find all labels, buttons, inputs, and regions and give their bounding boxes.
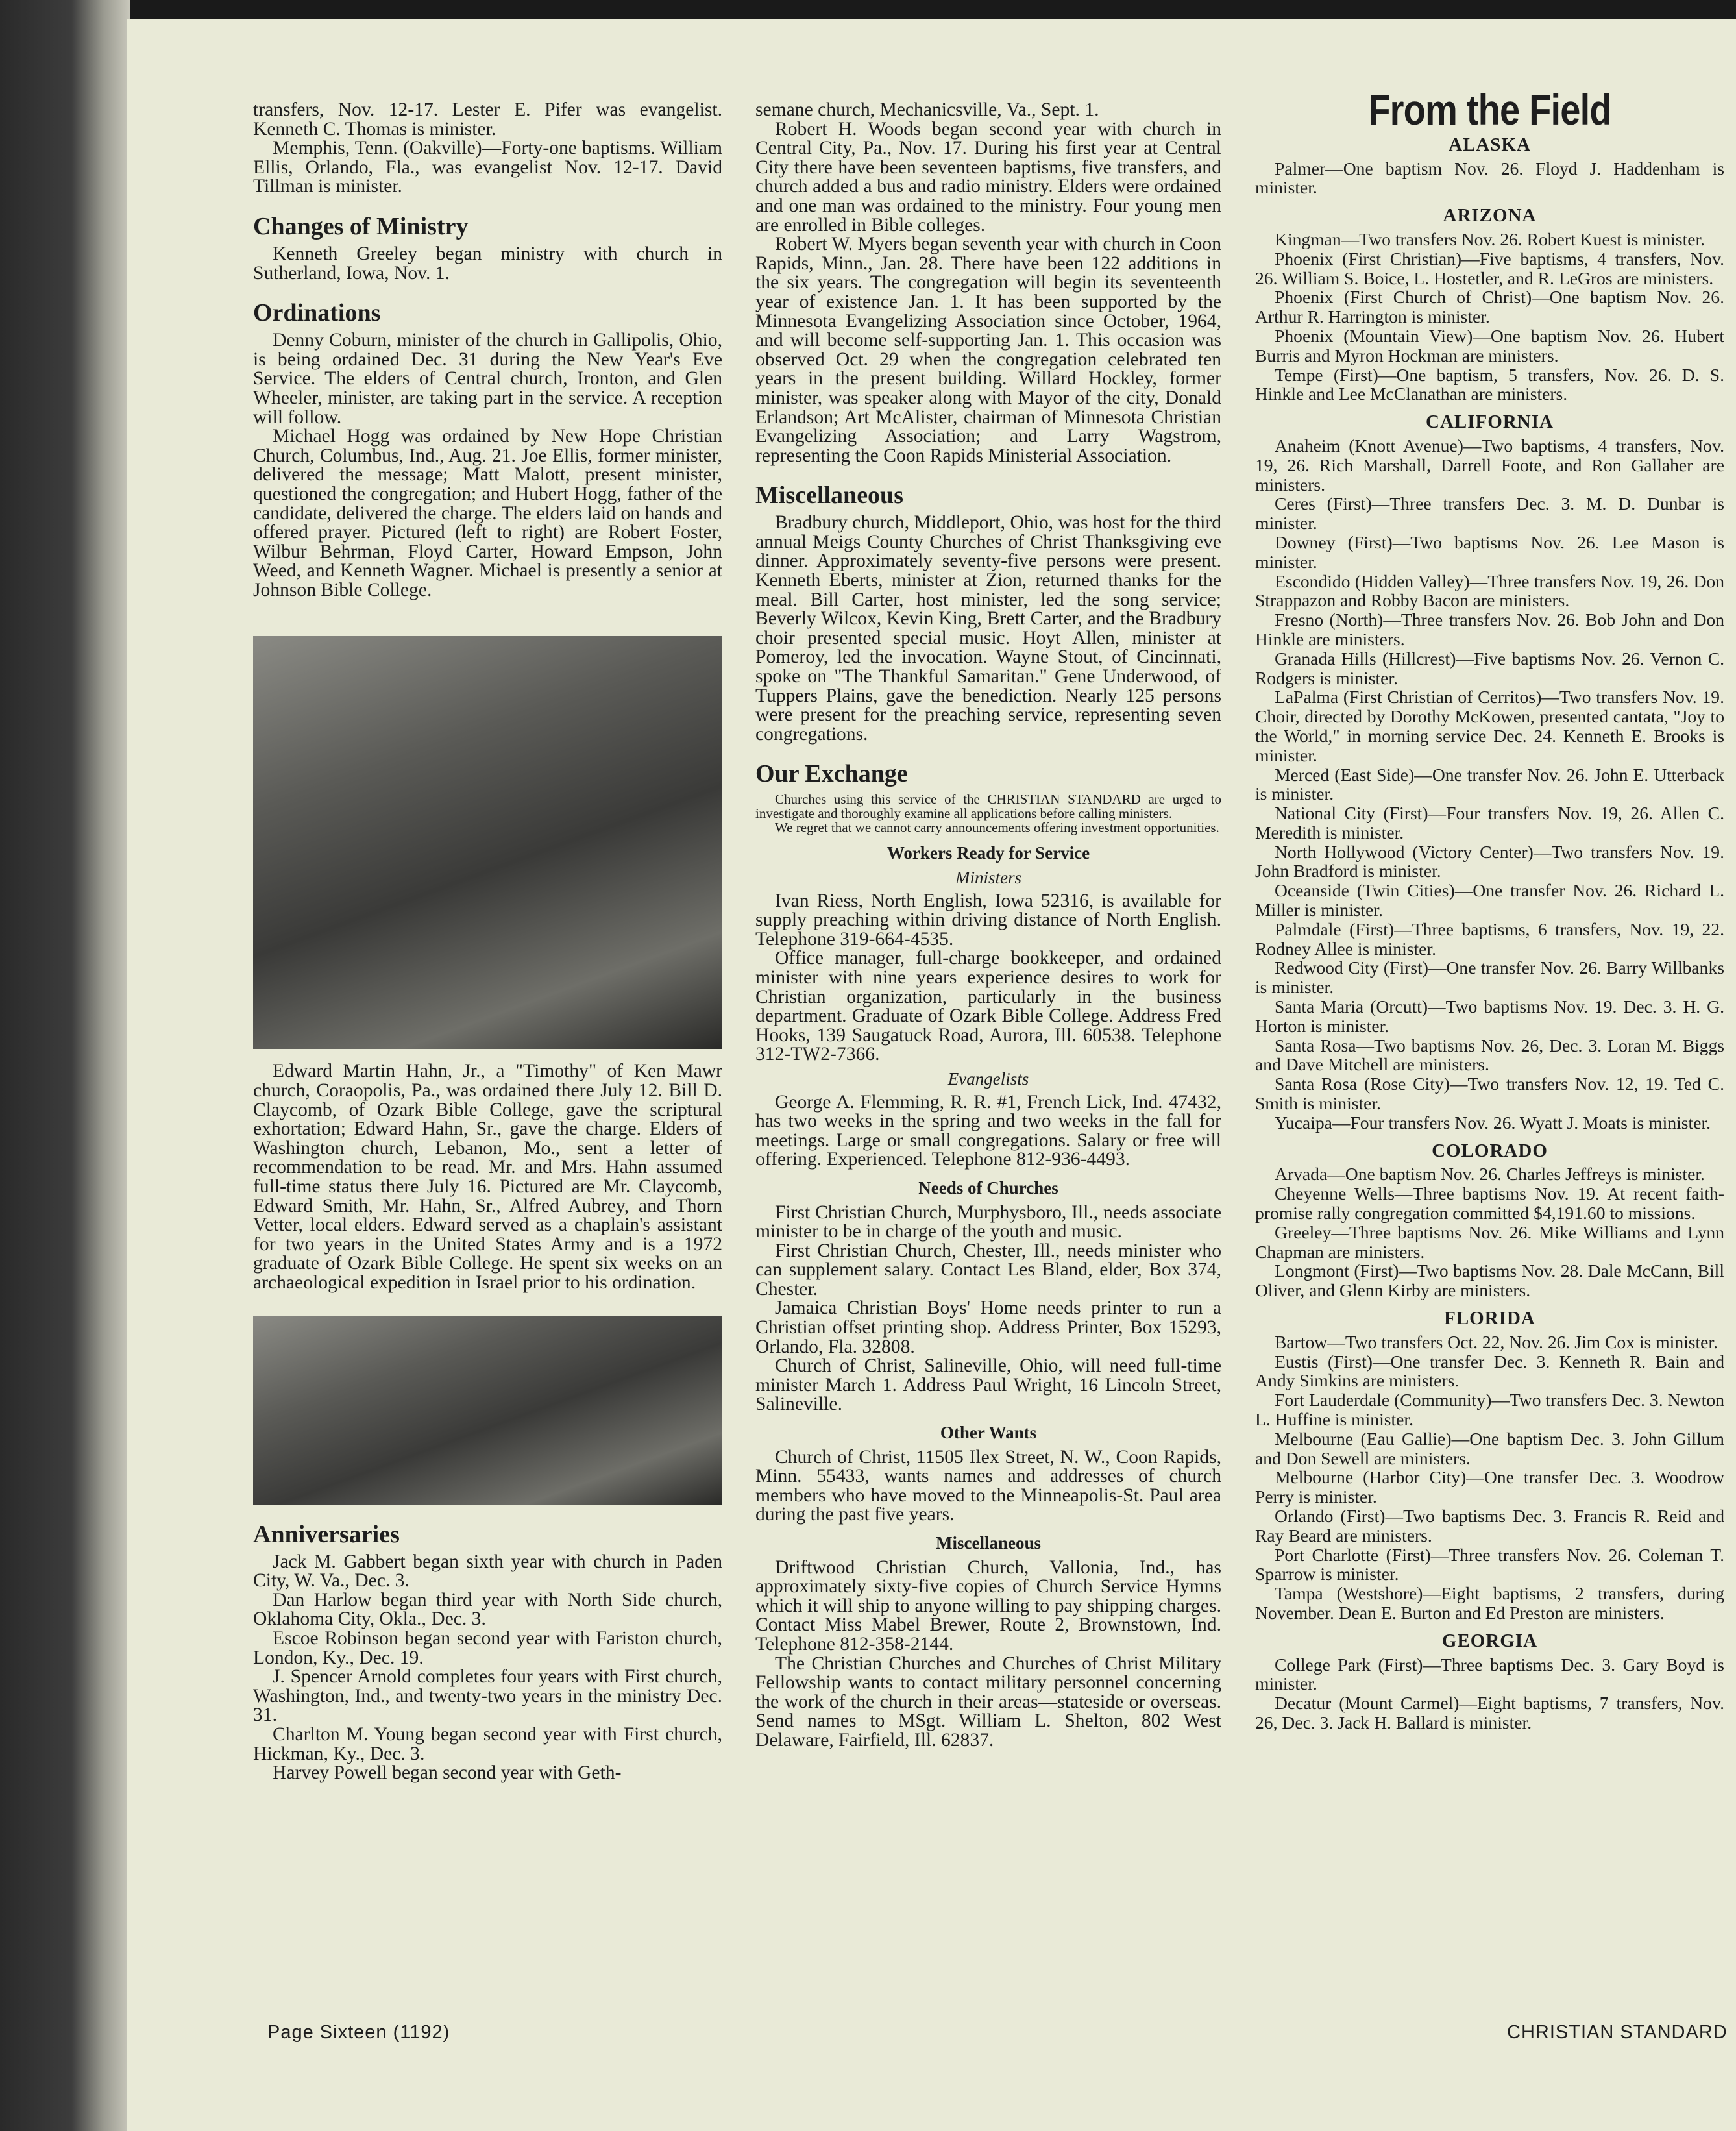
- report-entry: Phoenix (First Church of Christ)—One baptism Nov. 26. Arthur R. Harrington is minister.: [1255, 287, 1724, 327]
- report-entry: Anaheim (Knott Avenue)—Two baptisms, 4 transfers, Nov. 19, 26. Rich Marshall, Darrell Foote, and Ron Gallaher are ministers.: [1255, 435, 1724, 495]
- report-entry: Phoenix (Mountain View)—One baptism Nov. 26. Hubert Burris and Myron Hockman are ministers.: [1255, 325, 1724, 365]
- book-binding-edge: [0, 0, 130, 2131]
- paragraph: Jack M. Gabbert began sixth year with church in Paden City, W. Va., Dec. 3.: [253, 1551, 722, 1592]
- paragraph: Jamaica Christian Boys' Home needs printer to run a Christian offset printing shop. Address Printer, Box 15293, Orlando, Fla. 32808.: [755, 1298, 1221, 1357]
- report-entry: Orlando (First)—Two baptisms Dec. 3. Francis R. Reid and Ray Beard are ministers.: [1255, 1505, 1724, 1546]
- paragraph: Office manager, full-charge bookkeeper, and ordained minister with nine years experience desires to work for Christian organization, particularly in the business department. Graduate of Ozark Bible College. Address Fred Hooks, 139 Saugatuck Road, Aurora, Ill. 60538. Telephone 312-TW2-7366.: [755, 948, 1221, 1065]
- exchange-note: We regret that we cannot carry announcements offering investment opportunities.: [775, 820, 1219, 836]
- paragraph: Charlton M. Young began second year with First church, Hickman, Ky., Dec. 3.: [253, 1723, 722, 1764]
- subheading-miscellaneous: Miscellaneous: [936, 1533, 1041, 1553]
- section-heading-ordinations: Ordinations: [253, 299, 381, 327]
- state-heading-alaska: ALASKA: [1449, 134, 1531, 155]
- section-title-from-the-field: From the Field: [1368, 86, 1611, 134]
- report-entry: Fresno (North)—Three transfers Nov. 26. Bob John and Don Hinkle are ministers.: [1255, 610, 1724, 649]
- paragraph: J. Spencer Arnold completes four years with First church, Washington, Ind., and twenty-two years in the ministry Dec. 31.: [253, 1666, 722, 1726]
- paragraph: transfers, Nov. 12-17. Lester E. Pifer was evangelist. Kenneth C. Thomas is minister.: [253, 99, 722, 140]
- report-entry: Granada Hills (Hillcrest)—Five baptisms Nov. 26. Vernon C. Rodgers is minister.: [1255, 648, 1724, 688]
- report-entry: LaPalma (First Christian of Cerritos)—Two transfers Nov. 19. Choir, directed by Dorothy McKowen, presented cantata, "Joy to the World," in morning service Dec. 24. Kenneth E. Brooks is minister.: [1255, 687, 1724, 765]
- report-entry: Melbourne (Eau Gallie)—One baptism Dec. 3. John Gillum and Don Sewell are ministers.: [1255, 1428, 1724, 1468]
- report-entry: Downey (First)—Two baptisms Nov. 26. Lee Mason is minister.: [1255, 532, 1724, 572]
- report-entry: College Park (First)—Three baptisms Dec. 3. Gary Boyd is minister.: [1255, 1654, 1724, 1694]
- paragraph: First Christian Church, Chester, Ill., needs minister who can supplement salary. Contact Les Bland, elder, Box 374, Chester.: [755, 1240, 1221, 1300]
- subheading-evangelists: Evangelists: [947, 1068, 1029, 1089]
- report-entry: Oceanside (Twin Cities)—One transfer Nov. 26. Richard L. Miller is minister.: [1255, 880, 1724, 920]
- column-right: [1255, 86, 1724, 1732]
- report-entry: Kingman—Two transfers Nov. 26. Robert Kuest is minister.: [1275, 228, 1705, 249]
- report-entry: Escondido (Hidden Valley)—Three transfers Nov. 19, 26. Don Strappazon and Robby Bacon are ministers.: [1255, 571, 1724, 611]
- photo-caption: Edward Martin Hahn, Jr., a "Timothy" of Ken Mawr church, Coraopolis, Pa., was ordained there July 12. Bill D. Claycomb, of Ozark Bible College, gave the scriptural exhortation; Edward Hahn, Sr., gave the charge. Elders of Washington church, Lebanon, Mo., sent a letter of recommendation to be read. Mr. and Mrs. Hahn assumed full-time status there July 16. Pictured are Mr. Claycomb, Edward Smith, Mr. Hahn, Sr., Alfred Aubrey, and Thorn Vetter, local elders. Edward served as a chaplain's assistant for two years in the United States Army and is a 1972 graduate of Ozark Bible College. He spent six weeks on an archaeological expedition in Israel prior to his ordination.: [253, 1061, 722, 1293]
- publication-name: CHRISTIAN STANDARD: [1507, 2022, 1728, 2043]
- report-entry: Santa Rosa—Two baptisms Nov. 26, Dec. 3. Loran M. Biggs and Dave Mitchell are ministers.: [1255, 1035, 1724, 1075]
- paragraph: Escoe Robinson began second year with Fariston church, London, Ky., Dec. 19.: [253, 1627, 722, 1668]
- paragraph: semane church, Mechanicsville, Va., Sept. 1.: [755, 99, 1099, 120]
- report-entry: Arvada—One baptism Nov. 26. Charles Jeffreys is minister.: [1275, 1164, 1705, 1185]
- report-entry: Decatur (Mount Carmel)—Eight baptisms, 7 transfers, Nov. 26, Dec. 3. Jack H. Ballard is minister.: [1255, 1693, 1724, 1732]
- report-entry: Melbourne (Harbor City)—One transfer Dec. 3. Woodrow Perry is minister.: [1255, 1467, 1724, 1507]
- ordination-group-photo: [253, 636, 722, 1049]
- report-entry: Fort Lauderdale (Community)—Two transfers Dec. 3. Newton L. Huffine is minister.: [1255, 1390, 1724, 1429]
- subheading-needs-of-churches: Needs of Churches: [918, 1177, 1058, 1198]
- report-entry: Tampa (Westshore)—Eight baptisms, 2 transfers, during November. Dean E. Burton and Ed Preston are ministers.: [1255, 1583, 1724, 1623]
- paragraph: Driftwood Christian Church, Vallonia, Ind., has approximately sixty-five copies of Church Service Hymns which it will ship to anyone willing to pay shipping charges. Contact Miss Mabel Brewer, Route 2, Brownstown, Ind. Telephone 812-358-2144.: [755, 1557, 1221, 1655]
- section-heading-our-exchange: Our Exchange: [755, 760, 908, 788]
- exchange-note: Churches using this service of the CHRISTIAN STANDARD are urged to investigate and thoroughly examine all applications before calling ministers.: [755, 791, 1221, 822]
- report-entry: Palmdale (First)—Three baptisms, 6 transfers, Nov. 19, 22. Rodney Allee is minister.: [1255, 918, 1724, 959]
- report-entry: Santa Rosa (Rose City)—Two transfers Nov. 12, 19. Ted C. Smith is minister.: [1255, 1074, 1724, 1114]
- report-entry: Bartow—Two transfers Oct. 22, Nov. 26. Jim Cox is minister.: [1275, 1331, 1718, 1352]
- report-entry: Longmont (First)—Two baptisms Nov. 28. Dale McCann, Bill Oliver, and Glenn Kirby are ministers.: [1255, 1261, 1724, 1301]
- state-heading-colorado: COLORADO: [1432, 1140, 1548, 1161]
- report-entry: Greeley—Three baptisms Nov. 26. Mike Williams and Lynn Chapman are ministers.: [1255, 1222, 1724, 1262]
- report-entry: Eustis (First)—One transfer Dec. 3. Kenneth R. Bain and Andy Simkins are ministers.: [1255, 1351, 1724, 1391]
- subheading-other-wants: Other Wants: [940, 1423, 1037, 1443]
- report-entry: Ceres (First)—Three transfers Dec. 3. M. D. Dunbar is minister.: [1255, 493, 1724, 534]
- paragraph: The Christian Churches and Churches of Christ Military Fellowship wants to contact military personnel concerning the work of the church in their areas—stateside or overseas. Send names to MSgt. William L. Shelton, 802 West Delaware, Fairfield, Ill. 62837.: [755, 1653, 1221, 1751]
- page-number: Page Sixteen (1192): [267, 2022, 450, 2043]
- paragraph: Michael Hogg was ordained by New Hope Christian Church, Columbus, Ind., Aug. 21. Joe Ellis, former minister, delivered the message; Matt Malott, present minister, questioned the congregation; and Hubert Hogg, father of the candidate, delivered the charge. The elders laid on hands and offered prayer. Pictured (left to right) are Robert Foster, Wilbur Behrman, Floyd Carter, Howard Empson, John Weed, and Kenneth Wagner. Michael is presently a senior at Johnson Bible College.: [253, 426, 722, 600]
- report-entry: National City (First)—Four transfers Nov. 19, 26. Allen C. Meredith is minister.: [1255, 803, 1724, 843]
- column-left: [253, 101, 722, 1783]
- paragraph: Kenneth Greeley began ministry with church in Sutherland, Iowa, Nov. 1.: [253, 243, 722, 284]
- paragraph: Denny Coburn, minister of the church in Gallipolis, Ohio, is being ordained Dec. 31 during the New Year's Eve Service. The elders of Central church, Ironton, and Glen Wheeler, minister, are taking part in the service. A reception will follow.: [253, 330, 722, 428]
- report-entry: Port Charlotte (First)—Three transfers Nov. 26. Coleman T. Sparrow is minister.: [1255, 1544, 1724, 1584]
- paragraph: George A. Flemming, R. R. #1, French Lick, Ind. 47432, has two weeks in the spring and two weeks in the fall for meetings. Large or small congregations. Salary or free will offering. Experienced. Telephone 812-936-4493.: [755, 1091, 1221, 1170]
- paragraph: Bradbury church, Middleport, Ohio, was host for the third annual Meigs County Churches of Christ Thanksgiving eve dinner. Approximately seventy-five persons were present. Kenneth Eberts, minister at Zion, returned thanks for the meal. Bill Carter, host minister, led the song service; Beverly Wilcox, Kevin King, Brett Carter, and the Bradbury choir presented special music. Hoyt Allen, minister at Pomeroy, led the invocation. Wayne Stout, of Cincinnati, spoke on "The Thankful Samaritan." Gene Underwood, of Tuppers Plains, gave the benediction. Nearly 125 persons were present for the preaching service, representing seven congregations.: [755, 512, 1221, 745]
- report-entry: Tempe (First)—One baptism, 5 transfers, Nov. 26. D. S. Hinkle and Lee McClanathan are ministers.: [1255, 364, 1724, 404]
- report-entry: Merced (East Side)—One transfer Nov. 26. John E. Utterback is minister.: [1255, 764, 1724, 804]
- section-heading-changes-of-ministry: Changes of Ministry: [253, 212, 469, 240]
- paragraph: Harvey Powell began second year with Geth-: [273, 1762, 622, 1784]
- ordination-ceremony-photo: [253, 1316, 722, 1505]
- subheading-ministers: Ministers: [955, 868, 1021, 887]
- paragraph: Robert W. Myers began seventh year with church in Coon Rapids, Minn., Jan. 28. There have been 122 additions in the six years. The congregation will begin its seventeenth year of existence Jan. 1. It has been supported by the Minnesota Evangelizing Association since October, 1964, and will become self-supporting Jan. 1. This occasion was observed Oct. 29 when the congregation celebrated ten years in the present building. Willard Hockley, former minister, was speaker along with Mayor of the city, Donald Erlandson; Art McAlister, chairman of Minnesota Christian Evangelizing Association; and Larry Wagstrom, representing the Coon Rapids Ministerial Association.: [755, 234, 1221, 466]
- state-heading-arizona: ARIZONA: [1443, 205, 1537, 227]
- paragraph: Dan Harlow began third year with North Side church, Oklahoma City, Okla., Dec. 3.: [253, 1589, 722, 1630]
- paragraph: Memphis, Tenn. (Oakville)—Forty-one baptisms. William Ellis, Orlando, Fla., was evangelist Nov. 12-17. David Tillman is minister.: [253, 138, 722, 197]
- report-entry: North Hollywood (Victory Center)—Two transfers Nov. 19. John Bradford is minister.: [1255, 841, 1724, 881]
- column-middle: [755, 101, 1221, 1751]
- report-entry: Santa Maria (Orcutt)—Two baptisms Nov. 19. Dec. 3. H. G. Horton is minister.: [1255, 996, 1724, 1036]
- section-heading-anniversaries: Anniversaries: [253, 1520, 400, 1548]
- report-entry: Cheyenne Wells—Three baptisms Nov. 19. At recent faith-promise rally congregation committed $4,191.60 to missions.: [1255, 1183, 1724, 1224]
- report-entry: Yucaipa—Four transfers Nov. 26. Wyatt J. Moats is minister.: [1275, 1112, 1711, 1133]
- state-heading-florida: FLORIDA: [1444, 1308, 1535, 1329]
- section-heading-miscellaneous: Miscellaneous: [755, 482, 903, 510]
- subheading-workers: Workers Ready for Service: [886, 843, 1090, 863]
- paragraph: Church of Christ, 11505 Ilex Street, N. W., Coon Rapids, Minn. 55433, wants names and addresses of church members who have moved to the Minneapolis-St. Paul area during the past five years.: [755, 1446, 1221, 1525]
- paragraph: First Christian Church, Murphysboro, Ill., needs associate minister to be in charge of the youth and music.: [755, 1201, 1221, 1242]
- paragraph: Robert H. Woods began second year with church in Central City, Pa., Nov. 17. During his first year at Central City there have been seventeen baptisms, five transfers, and church added a bus and radio ministry. Elders were ordained and one man was ordained to the ministry. Four young men are enrolled in Bible colleges.: [755, 118, 1221, 236]
- state-heading-california: CALIFORNIA: [1426, 412, 1554, 433]
- report-entry: Palmer—One baptism Nov. 26. Floyd J. Haddenham is minister.: [1255, 158, 1724, 198]
- report-entry: Redwood City (First)—One transfer Nov. 26. Barry Willbanks is minister.: [1255, 957, 1724, 998]
- state-heading-georgia: GEORGIA: [1441, 1630, 1538, 1651]
- report-entry: Phoenix (First Christian)—Five baptisms, 4 transfers, Nov. 26. William S. Boice, L. Hostetler, and R. LeGros are ministers.: [1255, 248, 1724, 288]
- paragraph: Church of Christ, Salineville, Ohio, will need full-time minister March 1. Address Paul Wright, 16 Lincoln Street, Salineville.: [755, 1355, 1221, 1415]
- paragraph: Ivan Riess, North English, Iowa 52316, is available for supply preaching within driving distance of North English. Telephone 319-664-4535.: [755, 890, 1221, 950]
